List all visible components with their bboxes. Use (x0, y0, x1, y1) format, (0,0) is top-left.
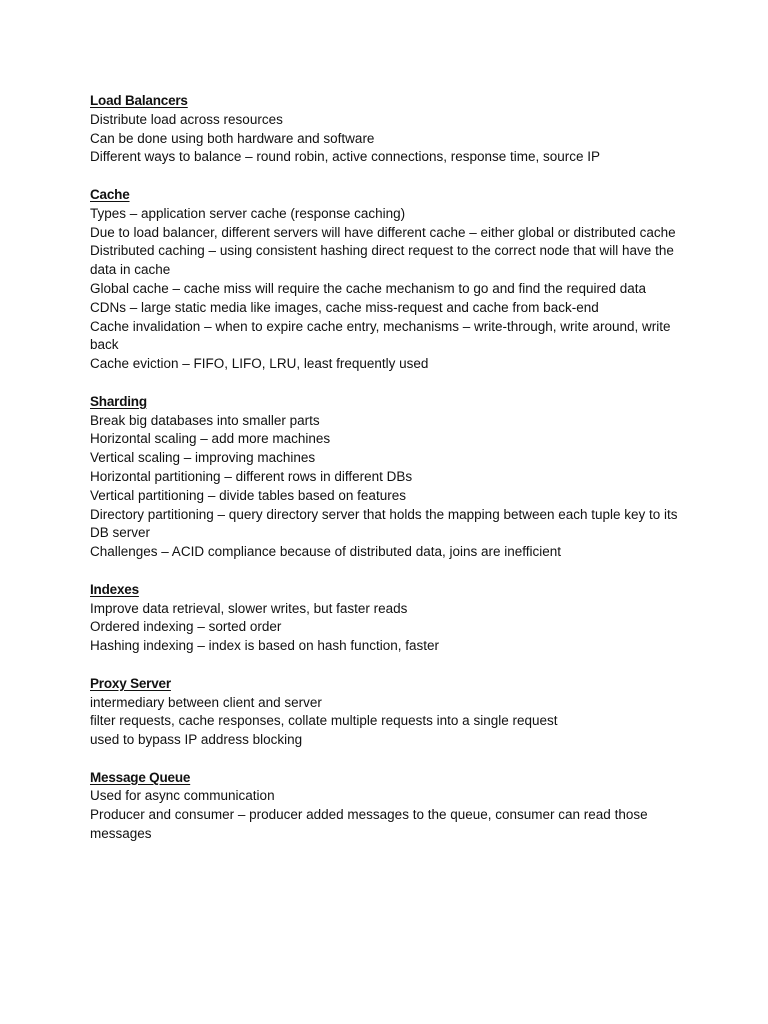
section-line: Ordered indexing – sorted order (90, 619, 282, 635)
section-line: Producer and consumer – producer added messages to the queue, consumer can read those messages (90, 807, 648, 842)
section-line: Hashing indexing – index is based on hash function, faster (90, 638, 439, 654)
section-heading: Message Queue (90, 769, 191, 785)
section-line: Horizontal partitioning – different rows in different DBs (90, 468, 413, 484)
document-page (90, 92, 680, 863)
section-line: Improve data retrieval, slower writes, but faster reads (90, 600, 408, 616)
section-line: Vertical partitioning – divide tables based on features (90, 487, 406, 503)
section-line: Cache invalidation – when to expire cache entry, mechanisms – write-through, write around, write back (90, 318, 671, 353)
section-cache (90, 186, 680, 374)
section-heading: Indexes (90, 581, 139, 597)
section-indexes (90, 581, 680, 656)
section-line: used to bypass IP address blocking (90, 732, 303, 748)
section-line: Types – application server cache (response caching) (90, 205, 406, 221)
section-heading: Sharding (90, 393, 147, 409)
section-line: Distributed caching – using consistent hashing direct request to the correct node that will have the data in cache (90, 243, 674, 278)
section-line: CDNs – large static media like images, cache miss-request and cache from back-end (90, 299, 599, 315)
section-line: Different ways to balance – round robin, active connections, response time, source IP (90, 149, 601, 165)
section-sharding (90, 393, 680, 562)
section-heading: Load Balancers (90, 93, 188, 108)
section-message-queue (90, 769, 680, 844)
section-line: Challenges – ACID compliance because of distributed data, joins are inefficient (90, 544, 562, 560)
section-line: Directory partitioning – query directory server that holds the mapping between each tuple key to its DB server (90, 506, 678, 541)
section-proxy-server (90, 675, 680, 750)
section-line: Can be done using both hardware and software (90, 130, 375, 146)
section-heading: Cache (90, 186, 130, 202)
section-line: intermediary between client and server (90, 694, 322, 710)
section-line: Vertical scaling – improving machines (90, 450, 316, 466)
section-line: Break big databases into smaller parts (90, 412, 320, 428)
section-line: Used for async communication (90, 788, 275, 804)
section-load-balancers (90, 92, 680, 167)
section-line: Cache eviction – FIFO, LIFO, LRU, least frequently used (90, 356, 429, 372)
section-line: filter requests, cache responses, collate multiple requests into a single request (90, 713, 558, 729)
section-heading: Proxy Server (90, 675, 171, 691)
section-line: Global cache – cache miss will require the cache mechanism to go and find the required data (90, 280, 647, 296)
section-line: Horizontal scaling – add more machines (90, 431, 331, 447)
section-line: Due to load balancer, different servers will have different cache – either global or distributed cache (90, 224, 676, 240)
section-line: Distribute load across resources (90, 111, 283, 127)
